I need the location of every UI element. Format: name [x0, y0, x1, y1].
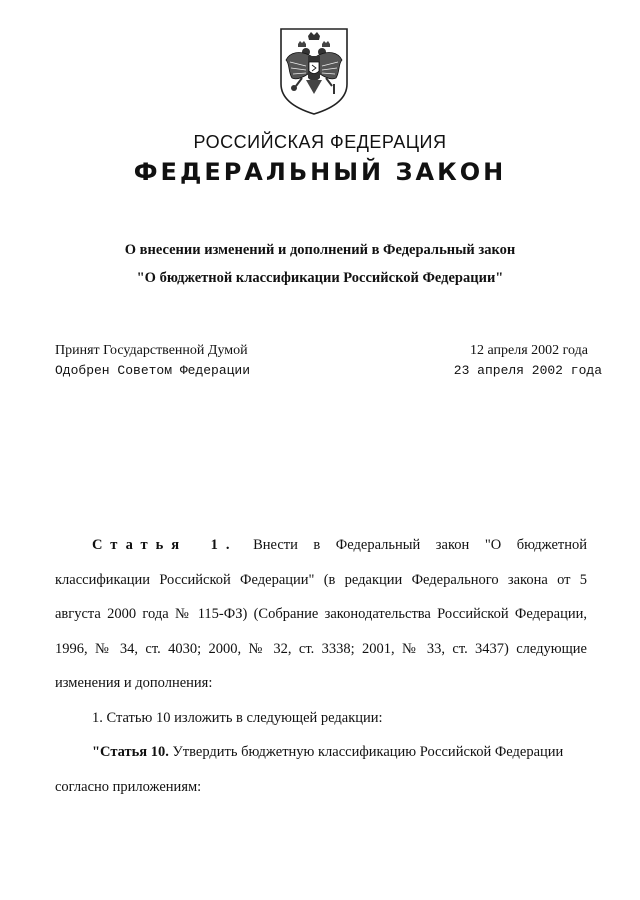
document-type-heading: ФЕДЕРАЛЬНЫЙ ЗАКОН	[133, 158, 507, 186]
law-title-line-2: "О бюджетной классификации Российской Федерации"	[136, 270, 504, 286]
adoption-row-council	[0, 363, 640, 383]
country-heading: РОССИЙСКАЯ ФЕДЕРАЦИЯ	[193, 132, 447, 152]
adoption-block	[0, 343, 640, 383]
article-10-paragraph	[55, 735, 587, 804]
article-1-heading: Статья 1.	[92, 537, 238, 553]
item-1-paragraph: 1. Статью 10 изложить в следующей редакции:	[92, 709, 383, 726]
council-label: Одобрен Советом Федерации	[55, 363, 251, 378]
law-title	[0, 236, 640, 292]
council-date: 23 апреля 2002 года	[453, 363, 602, 378]
duma-label: Принят Государственной Думой	[55, 343, 248, 358]
law-body	[55, 528, 587, 804]
article-10-text: Утвердить бюджетную классификацию Российской Федерации согласно приложениям:	[55, 744, 564, 795]
article-10-heading: "Статья 10.	[92, 744, 169, 760]
article-1-paragraph	[55, 528, 587, 701]
article-1-text: Внести в Федеральный закон "О бюджетной классификации Российской Федерации" (в редакции Федерального закона от 5 августа 2000 года № 115-ФЗ) (Собрание законодательства Российской Федерации, 1996, № 34, ст. 4030; 2000, № 32, ст. 3338; 2001, № 33, ст. 3437) следующие изменения и дополнения:	[55, 537, 588, 691]
duma-date: 12 апреля 2002 года	[470, 343, 588, 358]
russian-coat-of-arms-icon	[278, 26, 350, 116]
law-title-line-1: О внесении изменений и дополнений в Федеральный закон	[124, 242, 516, 258]
adoption-row-duma	[0, 343, 640, 363]
